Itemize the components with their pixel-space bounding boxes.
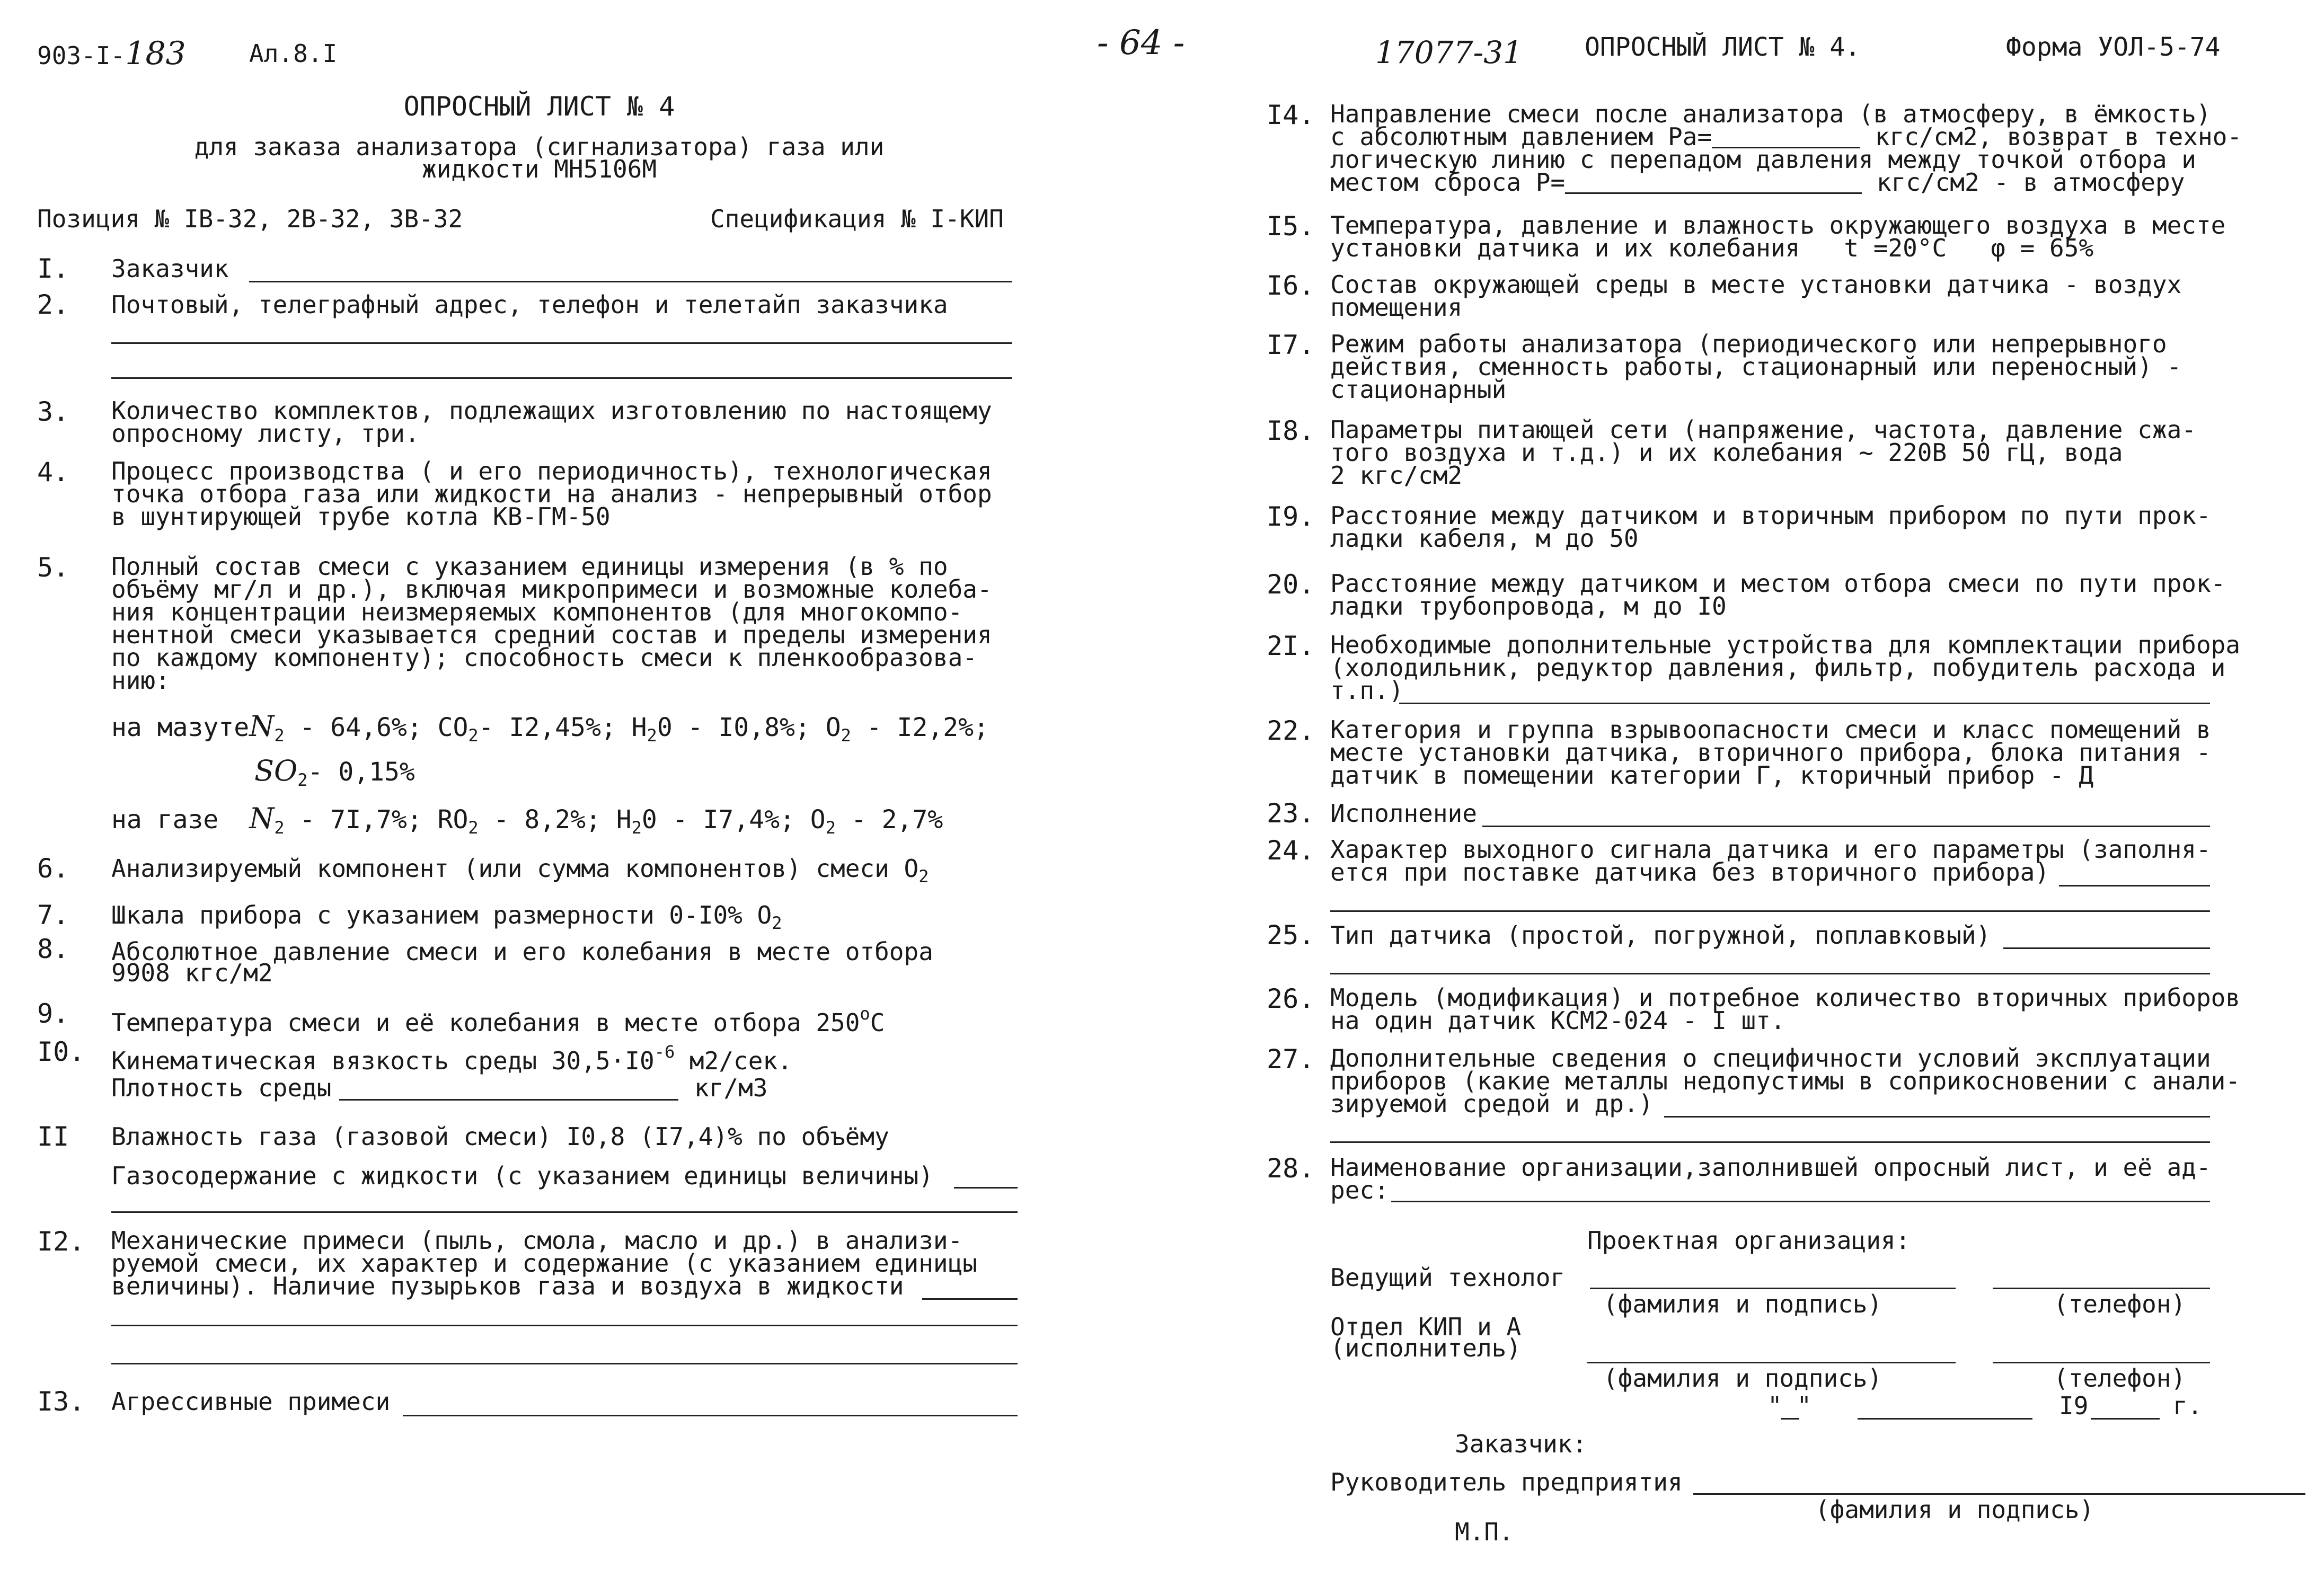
item-17-number: I7. bbox=[1267, 330, 1315, 360]
item-12-text bbox=[111, 1226, 977, 1300]
item-2-blank-1[interactable] bbox=[111, 342, 1012, 344]
item-21-number: 2I. bbox=[1267, 631, 1315, 661]
item-24-line: Характер выходного сигнала датчика и его параметры (заполня- bbox=[1330, 835, 2211, 864]
formula-subscript: 2 bbox=[274, 725, 285, 746]
item-24-number: 24. bbox=[1267, 835, 1315, 866]
formula-subscript: 2 bbox=[274, 818, 285, 838]
p-blank[interactable] bbox=[1565, 174, 1862, 194]
humidity-value: φ = 65% bbox=[1991, 234, 2094, 262]
item-20-text bbox=[1330, 569, 2226, 620]
item-20-line: Расстояние между датчиком и местом отбора смеси по пути прок- bbox=[1330, 569, 2226, 598]
item-14-line: Направление смеси после анализатора (в атмосферу, в ёмкость) bbox=[1330, 100, 2211, 128]
item-2-number: 2. bbox=[37, 289, 69, 320]
phone-caption: (телефон) bbox=[2054, 1364, 2186, 1393]
formula-n: N bbox=[249, 710, 275, 743]
formula-value: - I2,45%; Н bbox=[478, 713, 647, 742]
date-year-suffix: г. bbox=[2173, 1391, 2203, 1420]
item-25-number: 25. bbox=[1267, 920, 1315, 951]
item-27-line: зируемой средой и др.) bbox=[1330, 1089, 1654, 1118]
item-4-line: точка отбора газа или жидкости на анализ - непрерывный отбор bbox=[111, 480, 992, 508]
item-19-line: ладки кабеля, м до 50 bbox=[1330, 524, 1639, 553]
item-5-line: объёму мг/л и др.), включая микропримеси и возможные колеба- bbox=[111, 575, 992, 604]
position-label: Позиция № IВ-32, 2В-32, 3В-32 bbox=[37, 205, 463, 233]
item-12-blank-2[interactable] bbox=[111, 1325, 1018, 1326]
item-5-line: нию: bbox=[111, 666, 170, 695]
doc-code bbox=[37, 35, 186, 72]
item-15-line bbox=[1330, 234, 2225, 262]
item-16-text bbox=[1330, 270, 2182, 322]
formula-value: - 8,2%; Н bbox=[478, 805, 632, 835]
formula-value: - 2,7% bbox=[835, 805, 943, 835]
item-9-unit: С bbox=[870, 1008, 885, 1037]
item-3-line: опросному листу, три. bbox=[111, 419, 420, 448]
item-7-number: 7. bbox=[37, 900, 69, 930]
item-25-blank-1[interactable] bbox=[2003, 947, 2210, 949]
item-9-text bbox=[111, 1001, 885, 1035]
item-12-number: I2. bbox=[37, 1226, 85, 1257]
item-14-pa-unit: кгс/см2, возврат в техно- bbox=[1875, 122, 2242, 151]
item-8-line: 9908 кгс/м2 bbox=[111, 959, 273, 987]
page-number: - 64 - bbox=[1097, 23, 1185, 63]
item-9-label: Температура смеси и её колебания в месте отбора 250 bbox=[111, 1008, 860, 1037]
lead-technologist-label: Ведущий технолог bbox=[1330, 1263, 1566, 1292]
item-20-line: ладки трубопровода, м до I0 bbox=[1330, 592, 1727, 620]
item-5-text bbox=[111, 552, 992, 695]
temperature-value: t =20°С bbox=[1844, 234, 1947, 262]
formula-value: - I2,2%; bbox=[851, 713, 989, 742]
item-27-number: 27. bbox=[1267, 1044, 1315, 1075]
item-22-number: 22. bbox=[1267, 715, 1315, 746]
kip-dept-line: Отдел КИП и А bbox=[1330, 1313, 1522, 1341]
item-28-line: Наименование организации,заполнившей опросный лист, и её ад- bbox=[1330, 1153, 2211, 1182]
formula-subscript: 2 bbox=[772, 913, 782, 933]
formula-n: N bbox=[249, 802, 275, 835]
item-6-label: Анализируемый компонент (или сумма компонентов) смеси О bbox=[111, 854, 919, 883]
formula-value: 0 - I7,4%; О bbox=[641, 805, 826, 835]
item-7-text bbox=[111, 903, 782, 935]
form-subtitle-line2: жидкости МН5106М bbox=[421, 155, 657, 183]
formula-subscript: 2 bbox=[468, 818, 479, 838]
item-24-blank-2[interactable] bbox=[1330, 910, 2210, 912]
gas-content-blank-1[interactable] bbox=[954, 1187, 1018, 1189]
phone-caption: (телефон) bbox=[2054, 1290, 2186, 1318]
item-6-text bbox=[111, 856, 929, 889]
kip-dept-line: (исполнитель) bbox=[1330, 1334, 1522, 1362]
item-14-line: логическую линию с перепадом давления между точкой отбора и bbox=[1330, 145, 2196, 174]
item-14-line bbox=[1330, 168, 2242, 197]
item-8-line: Абсолютное давление смеси и его колебания в месте отбора bbox=[111, 937, 933, 966]
lead-technologist-sign-blank[interactable] bbox=[1590, 1288, 1956, 1289]
kip-dept-label bbox=[1330, 1313, 1522, 1362]
date-year-blank[interactable] bbox=[2091, 1418, 2160, 1420]
item-10-label: Кинематическая вязкость среды 30,5·I0 bbox=[111, 1047, 655, 1075]
doc-code-prefix: 903-I- bbox=[37, 41, 126, 70]
item-3-line: Количество комплектов, подлежащих изготовлению по настоящему bbox=[111, 396, 992, 425]
item-19-text bbox=[1330, 501, 2211, 553]
enterprise-head-label: Руководитель предприятия bbox=[1330, 1468, 1683, 1496]
item-25-label: Тип датчика (простой, погружной, поплавковый) bbox=[1330, 921, 1991, 950]
design-org-label: Проектная организация: bbox=[1587, 1226, 1911, 1255]
item-23-label: Исполнение bbox=[1330, 799, 1477, 828]
formula-so: SO bbox=[254, 754, 298, 787]
item-22-line: месте установки датчика, вторичного прибора, блока питания - bbox=[1330, 738, 2211, 767]
kip-phone-blank[interactable] bbox=[1993, 1362, 2210, 1363]
item-12-line: руемой смеси, их характер и содержание (с указанием единицы bbox=[111, 1249, 977, 1278]
item-25-blank-2[interactable] bbox=[1330, 973, 2210, 974]
item-1-number: I. bbox=[37, 253, 69, 284]
item-24-blank-1[interactable] bbox=[2059, 885, 2210, 886]
formula-value: - 64,6%; СО bbox=[284, 713, 468, 742]
item-23-number: 23. bbox=[1267, 798, 1315, 829]
item-10-text bbox=[111, 1040, 792, 1073]
right-page bbox=[1158, 0, 2316, 1596]
item-5-line: нентной смеси указывается средний состав и пределы измерения bbox=[111, 620, 992, 649]
sign-caption: (фамилия и подпись) bbox=[1603, 1290, 1882, 1318]
item-21-text bbox=[1330, 631, 2241, 705]
kip-sign-blank[interactable] bbox=[1587, 1362, 1956, 1363]
item-5-line: ния концентрации неизмеряемых компонентов (для многокомпо- bbox=[111, 598, 963, 626]
item-26-line: на один датчик КСМ2-024 - I шт. bbox=[1330, 1006, 1785, 1035]
formula-subscript: 2 bbox=[825, 818, 836, 838]
item-22-text bbox=[1330, 715, 2211, 790]
item-22-line: датчик в помещении категории Г, кторичный прибор - Д bbox=[1330, 761, 2094, 790]
item-10-number: I0. bbox=[37, 1036, 85, 1067]
item-26-text bbox=[1330, 983, 2241, 1035]
item-17-text bbox=[1330, 330, 2182, 404]
item-12-line: Механические примеси (пыль, смола, масло и др.) в анализи- bbox=[111, 1226, 963, 1255]
formula-value: 0 - I0,8%; О bbox=[657, 713, 841, 742]
form-subtitle-line1: для заказа анализатора (сигнализатора) газа или bbox=[194, 132, 885, 161]
album-number: Ал.8.I bbox=[249, 39, 338, 68]
archive-number-handwritten: 17077-31 bbox=[1375, 34, 1523, 70]
item-27-blank-1[interactable] bbox=[1664, 1116, 2210, 1118]
item-12-line: величины). Наличие пузырьков газа и воздуха в жидкости bbox=[111, 1272, 904, 1300]
item-28-number: 28. bbox=[1267, 1153, 1315, 1184]
item-4-line: Процесс производства ( и его периодичность), технологическая bbox=[111, 457, 992, 485]
item-3-text bbox=[111, 396, 992, 448]
item-12-blank-1[interactable] bbox=[922, 1298, 1018, 1300]
date-year-prefix: I9 bbox=[2059, 1391, 2089, 1420]
lead-technologist-phone-blank[interactable] bbox=[1993, 1288, 2210, 1289]
formula-subscript: 2 bbox=[918, 866, 929, 886]
item-15-line: Температура, давление и влажность окружающего воздуха в месте bbox=[1330, 211, 2226, 240]
enterprise-head-sign-blank[interactable] bbox=[1693, 1493, 2305, 1495]
item-8-number: 8. bbox=[37, 934, 69, 964]
item-17-line: стационарный bbox=[1330, 375, 1507, 404]
customer-label: Заказчик: bbox=[1455, 1430, 1587, 1458]
exponent-superscript: -6 bbox=[654, 1042, 675, 1062]
item-21-blank[interactable] bbox=[1399, 703, 2210, 704]
item-5-line: Полный состав смеси с указанием единицы измерения (в % по bbox=[111, 552, 948, 581]
item-19-line: Расстояние между датчиком и вторичным прибором по пути прок- bbox=[1330, 501, 2211, 530]
specification-label: Спецификация № I-КИП bbox=[710, 205, 1004, 233]
item-24-line: ется при поставке датчика без вторичного прибора) bbox=[1330, 858, 2050, 886]
item-18-line: того воздуха и т.д.) и их колебания ∼ 220В 50 гЦ, вода bbox=[1330, 438, 2123, 467]
item-27-text bbox=[1330, 1044, 2241, 1118]
item-11-text: Влажность газа (газовой смеси) I0,8 (I7,4)% по объёму bbox=[111, 1122, 889, 1151]
item-4-text bbox=[111, 457, 992, 531]
item-18-number: I8. bbox=[1267, 415, 1315, 446]
item-14-number: I4. bbox=[1267, 100, 1315, 130]
item-15-text bbox=[1330, 211, 2226, 262]
sign-caption: (фамилия и подпись) bbox=[1603, 1364, 1882, 1393]
composition-mazut bbox=[111, 710, 989, 748]
formula-subscript: 2 bbox=[468, 725, 479, 746]
item-16-line: помещения bbox=[1330, 293, 1463, 322]
composition-mazut-so2 bbox=[254, 754, 415, 792]
item-21-line: т.п.) bbox=[1330, 676, 1404, 705]
item-6-number: 6. bbox=[37, 853, 69, 884]
seal-place-label: М.П. bbox=[1455, 1518, 1514, 1546]
item-4-line: в шунтирующей трубе котла КВ-ГМ-50 bbox=[111, 502, 611, 531]
formula-value: - 7I,7%; RO bbox=[284, 805, 468, 835]
item-27-blank-2[interactable] bbox=[1330, 1141, 2210, 1143]
item-5-number: 5. bbox=[37, 552, 69, 583]
date-quotes: " " bbox=[1767, 1391, 1812, 1420]
item-14-pa-label: с абсолютным давлением Ра= bbox=[1330, 122, 1712, 151]
item-26-number: 26. bbox=[1267, 983, 1315, 1014]
item-21-line: Необходимые дополнительные устройства для комплектации прибора bbox=[1330, 631, 2241, 659]
doc-code-handwritten: 183 bbox=[125, 35, 186, 72]
item-28-line: рес: bbox=[1330, 1176, 1389, 1204]
formula-subscript: 2 bbox=[631, 818, 642, 838]
item-14-p-label: местом сброса Р= bbox=[1330, 168, 1566, 197]
item-3-number: 3. bbox=[37, 396, 69, 427]
item-18-line: 2 кгс/см2 bbox=[1330, 461, 1463, 490]
gas-content-blank-2[interactable] bbox=[111, 1211, 1018, 1213]
item-27-line: Дополнительные сведения о специфичности условий эксплуатации bbox=[1330, 1044, 2211, 1072]
item-2-blank-2[interactable] bbox=[111, 377, 1012, 379]
item-15-label: установки датчика и их колебания bbox=[1330, 234, 1800, 262]
item-4-number: 4. bbox=[37, 457, 69, 487]
item-1-blank[interactable] bbox=[249, 281, 1012, 282]
item-13-number: I3. bbox=[37, 1386, 85, 1417]
density-unit: кг/м3 bbox=[694, 1074, 768, 1102]
item-13-blank[interactable] bbox=[403, 1415, 1018, 1416]
item-28-blank[interactable] bbox=[1391, 1201, 2210, 1202]
gas-content-label: Газосодержание с жидкости (с указанием единицы величины) bbox=[111, 1161, 933, 1190]
item-17-line: действия, сменность работы, стационарный или переносный) - bbox=[1330, 352, 2182, 381]
item-24-text bbox=[1330, 835, 2211, 886]
date-day-blank[interactable] bbox=[1781, 1418, 1799, 1420]
sign-caption: (фамилия и подпись) bbox=[1815, 1495, 2094, 1524]
composition-gas bbox=[111, 802, 943, 840]
item-1-label: Заказчик bbox=[111, 254, 229, 283]
date-month-blank[interactable] bbox=[1858, 1418, 2032, 1420]
item-14-p-unit: кгс/см2 - в атмосферу bbox=[1876, 168, 2185, 197]
composition-gas-label: на газе bbox=[111, 805, 219, 835]
density-label: Плотность среды bbox=[111, 1074, 332, 1102]
formula-subscript: 2 bbox=[297, 770, 308, 790]
item-16-number: I6. bbox=[1267, 270, 1315, 301]
formula-value: - 0,15% bbox=[307, 757, 415, 787]
item-12-blank-3[interactable] bbox=[111, 1363, 1018, 1364]
right-header-title: ОПРОСНЫЙ ЛИСТ № 4. bbox=[1585, 32, 1861, 62]
formula-subscript: 2 bbox=[841, 725, 851, 746]
form-code: Форма УОЛ-5-74 bbox=[2006, 32, 2221, 62]
composition-mazut-label: на мазуте bbox=[111, 713, 250, 742]
degree-superscript: о bbox=[860, 1004, 870, 1024]
item-17-line: Режим работы анализатора (периодического или непрерывного bbox=[1330, 330, 2167, 358]
item-28-text bbox=[1330, 1153, 2211, 1204]
item-5-line: по каждому компоненту); способность смеси к пленкообразова- bbox=[111, 643, 977, 672]
item-2-label: Почтовый, телеграфный адрес, телефон и телетайп заказчика bbox=[111, 290, 948, 319]
item-22-line: Категория и группа взрывоопасности смеси и класс помещений в bbox=[1330, 715, 2211, 744]
item-19-number: I9. bbox=[1267, 501, 1315, 532]
item-10-unit: м2/сек. bbox=[675, 1047, 792, 1075]
item-14-text bbox=[1330, 100, 2242, 197]
item-13-label: Агрессивные примеси bbox=[111, 1387, 391, 1416]
item-16-line: Состав окружающей среды в месте установки датчика - воздух bbox=[1330, 270, 2182, 299]
item-18-text bbox=[1330, 415, 2196, 490]
item-26-line: Модель (модификация) и потребное количество вторичных приборов bbox=[1330, 983, 2241, 1012]
item-11-number: II bbox=[37, 1121, 69, 1152]
item-20-number: 20. bbox=[1267, 569, 1315, 600]
item-21-line: (холодильник, редуктор давления, фильтр, побудитель расхода и bbox=[1330, 653, 2226, 682]
item-7-label: Шкала прибора с указанием размерности 0-I0% О bbox=[111, 901, 772, 929]
formula-subscript: 2 bbox=[647, 725, 657, 746]
item-23-blank[interactable] bbox=[1482, 826, 2210, 827]
item-15-number: I5. bbox=[1267, 211, 1315, 242]
density-blank[interactable] bbox=[339, 1099, 678, 1101]
item-27-line: приборов (какие металлы недопустимы в соприкосновении с анали- bbox=[1330, 1067, 2241, 1095]
item-9-number: 9. bbox=[37, 998, 69, 1029]
form-title: ОПРОСНЫЙ ЛИСТ № 4 bbox=[403, 91, 675, 122]
item-8-text bbox=[111, 937, 933, 987]
item-18-line: Параметры питающей сети (напряжение, частота, давление сжа- bbox=[1330, 415, 2196, 444]
